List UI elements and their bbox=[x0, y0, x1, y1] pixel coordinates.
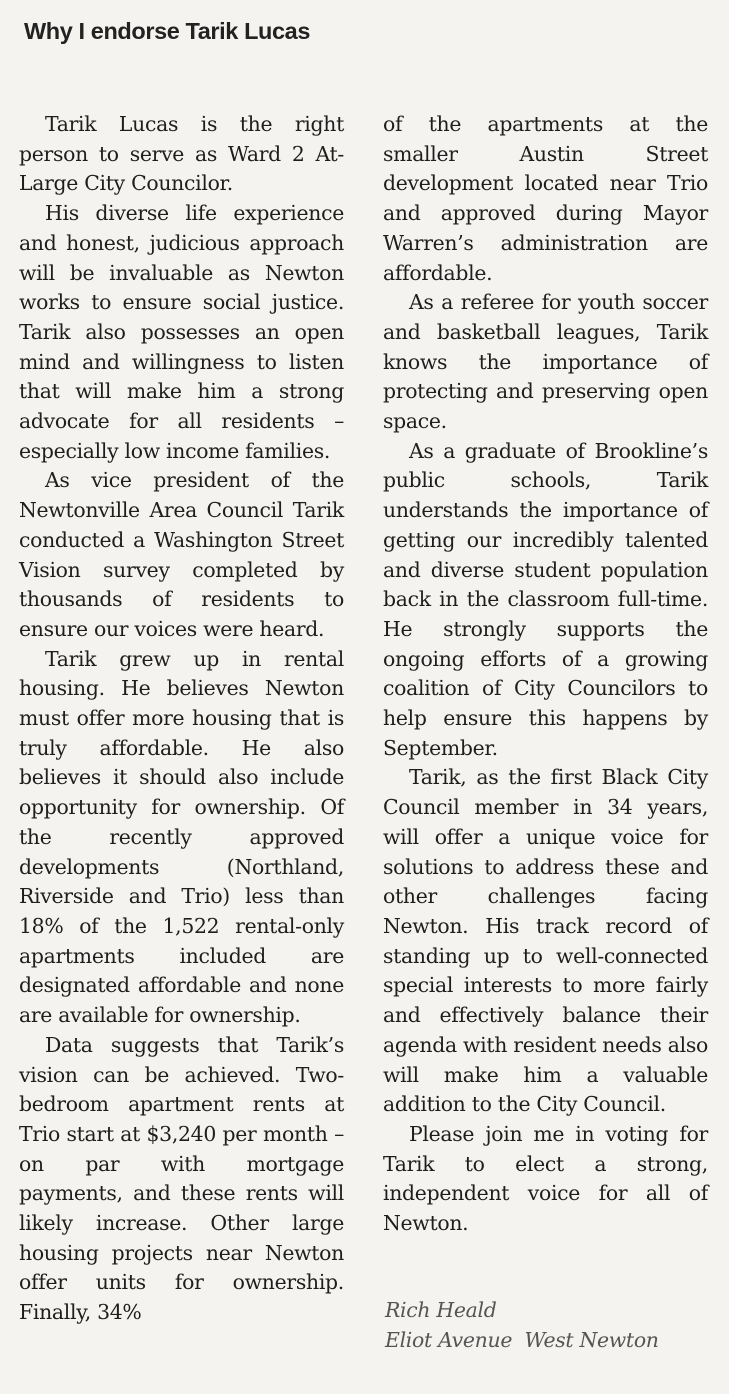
paragraph-2: His diverse life experience and honest, judicious approach will be invaluable as Newton works to ensure social justice. Tarik also possesses an open mind and willingness to listen that will make him a strong advocate for all residents – especially low income families. bbox=[19, 201, 344, 463]
paragraph-1: Tarik Lucas is the right person to serve as Ward 2 At-Large City Councilor. bbox=[19, 112, 344, 196]
paragraph-4: Tarik grew up in rental housing. He believes Newton must offer more housing that is truly affordable. He also believes it should also include opportunity for ownership. Of the recently approved developments (Northland, Riverside and Trio) less than 18% of the 1,522 rental-only apartments included are designated affordable and none are available for ownership. bbox=[19, 646, 344, 1028]
author-location: Eliot Avenue West Newton bbox=[385, 1327, 659, 1352]
author-name: Rich Heald bbox=[385, 1298, 497, 1322]
text-column-right bbox=[383, 110, 708, 1239]
paragraph-5-continued: of the apartments at the smaller Austin Street development located near Trio and approved during Mayor Warren’s administration are affordable. bbox=[383, 112, 708, 285]
paragraph-5: Data suggests that Tarik’s vision can be achieved. Two-bedroom apartment rents at Trio start at $3,240 per month – on par with mortgage payments, and these rents will likely increase. Other large housing projects near Newton offer units for ownership. Finally, 34% bbox=[19, 1032, 344, 1325]
paragraph-9: Please join me in voting for Tarik to elect a strong, independent voice for all of Newton. bbox=[383, 1121, 708, 1236]
text-column-left bbox=[19, 110, 344, 1328]
article-headline: Why I endorse Tarik Lucas bbox=[24, 18, 311, 44]
paragraph-7: As a graduate of Brookline’s public schools, Tarik understands the importance of getting our incredibly talented and diverse student population back in the classroom full-time. He strongly supports the ongoing efforts of a growing coalition of City Councilors to help ensure this happens by September. bbox=[383, 438, 708, 760]
paragraph-6: As a referee for youth soccer and basketball leagues, Tarik knows the importance of protecting and preserving open space. bbox=[383, 290, 708, 434]
paragraph-3: As vice president of the Newtonville Area Council Tarik conducted a Washington Street Vision survey completed by thousands of residents to ensure our voices were heard. bbox=[19, 468, 344, 641]
author-signature bbox=[385, 1296, 659, 1355]
paragraph-8: Tarik, as the first Black City Council member in 34 years, will offer a unique voice for solutions to address these and other challenges facing Newton. His track record of standing up to well-connected special interests to more fairly and effectively balance their agenda with resident needs also will make him a valuable addition to the City Council. bbox=[383, 765, 708, 1117]
